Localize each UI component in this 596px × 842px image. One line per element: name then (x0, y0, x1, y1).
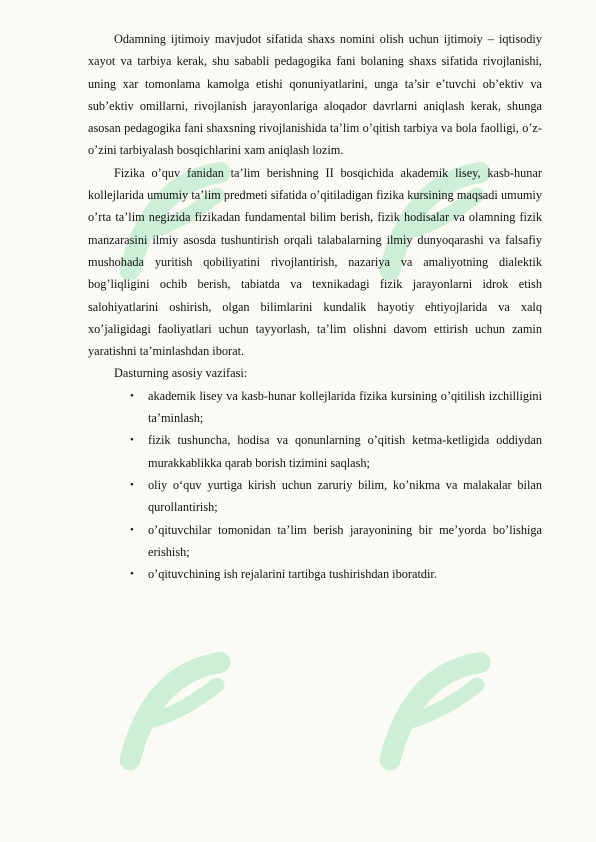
bullet-icon: • (130, 568, 134, 581)
paragraph: Fizika o’quv fanidan ta’lim berishning II bosqichida akademik lisey, kasb-hunar kollejlarida umumiy ta’lim predmeti sifatida o’qitiladigan fizika kursining maqsadi umumiy o’rta ta’lim negizida fizikadan fundamental bilim berish, fizik hodisalar va olamning fizik manzarasini ilmiy asosda tushuntirish orqali talabalarning ilmiy dunyoqarashi va falsafiy mushohada yuritish qobiliyatini rivojlantirish, nazariya va amaliyotning dialektik bog’liqligini ochib berish, tabiatda va texnikadagi fizik jarayonlarni idrok etish salohiyatlarini oshirish, olgan bilimlarini kundalik hayotiy ehtiyojlarida va xalq xo’jaligidagi faoliyatlari uchun tayyorlash, ta’lim olishni davom ettirish uchun zamin yaratishni ta’minlashdan iborat. (88, 165, 542, 359)
list-item (88, 429, 542, 474)
list-item-text: o’qituvchilar tomonidan ta’lim berish jarayonining bir me’yorda bo’lishiga erishish; (148, 522, 542, 559)
list-item (88, 474, 542, 519)
list-item-text: o’qituvchining ish rejalarini tartibga tushirishdan iboratdir. (148, 567, 437, 582)
bullet-icon: • (130, 434, 134, 447)
list-item-text: oliy o‘quv yurtiga kirish uchun zaruriy bilim, ko’nikma va malakalar bilan qurollantirish; (148, 477, 542, 515)
document-body (88, 28, 542, 585)
list-item (88, 563, 542, 585)
paragraph: Dasturning asosiy vazifasi: (114, 366, 248, 381)
list-item (88, 519, 542, 564)
watermark-logo-icon (100, 640, 250, 790)
list-item-text: fizik tushuncha, hodisa va qonunlarning o’qitish ketma-ketligida oddiydan murakkablikka qarab borish tizimini saqlash; (148, 433, 542, 470)
paragraph: Odamning ijtimoiy mavjudot sifatida shaxs nomini olish uchun ijtimoiy – iqtisodiy xayot va tarbiya kerak, shu sababli pedagogika fani bolaning shaxs sifatida rivojlanishi, uning xar tomonlama kamolga etishi qonuniyatlarini, unga ta’sir e’tuvchi ob’ektiv va sub’ektiv omillarni, rivojlanish jarayonlariga aloqador davrlarni aniqlash kerak, shunga asosan pedagogika fani shaxsning rivojlanishida ta’lim o’qitish tarbiya va bola faolligi, o’z-o’zini tarbiyalash bosqichlarini xam aniqlash lozim. (88, 32, 542, 158)
watermark-logo-icon (360, 640, 510, 790)
bullet-icon: • (130, 389, 134, 402)
bullet-icon: • (130, 478, 134, 491)
list-item-text: akademik lisey va kasb-hunar kollejlarida fizika kursining o’qitilish izchilligini ta’minlash; (148, 388, 542, 426)
list-item (88, 385, 542, 430)
task-list (88, 385, 542, 586)
bullet-icon: • (130, 523, 134, 536)
